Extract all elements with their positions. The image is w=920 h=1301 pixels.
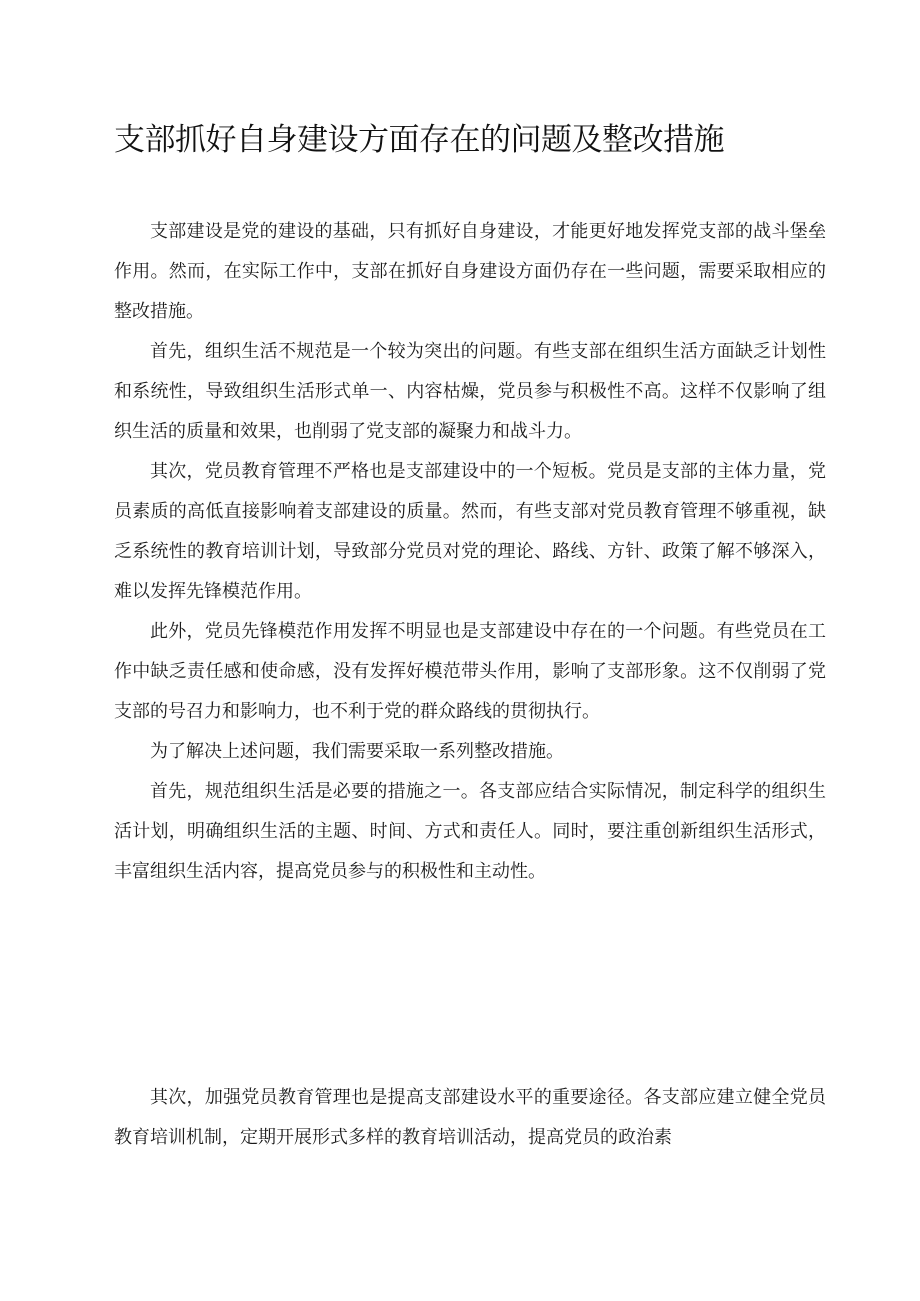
paragraph-problem-education-management: 其次，党员教育管理不严格也是支部建设中的一个短板。党员是支部的主体力量，党员素质的高低直接影响着支部建设的质量。然而，有些支部对党员教育管理不够重视，缺乏系统性的教育培训计划，导致部分党员对党的理论、路线、方针、政策了解不够深入，难以发挥先锋模范作用。	[114, 461, 826, 602]
paragraph-problem-vanguard-role: 此外，党员先锋模范作用发挥不明显也是支部建设中存在的一个问题。有些党员在工作中缺乏责任感和使命感，没有发挥好模范带头作用，影响了支部形象。这不仅削弱了党支部的号召力和影响力，也不利于党的群众路线的贯彻执行。	[114, 621, 826, 722]
paragraph-problem-organization-life: 首先，组织生活不规范是一个较为突出的问题。有些支部在组织生活方面缺乏计划性和系统性，导致组织生活形式单一、内容枯燥，党员参与积极性不高。这样不仅影响了组织生活的质量和效果，也削弱了党支部的凝聚力和战斗力。	[114, 341, 826, 442]
paragraph-measure-education-management: 其次，加强党员教育管理也是提高支部建设水平的重要途径。各支部应建立健全党员教育培训机制，定期开展形式多样的教育培训活动，提高党员的政治素	[114, 1087, 826, 1148]
paragraph-intro: 支部建设是党的建设的基础，只有抓好自身建设，才能更好地发挥党支部的战斗堡垒作用。然而，在实际工作中，支部在抓好自身建设方面仍存在一些问题，需要采取相应的整改措施。	[114, 221, 826, 322]
document-body	[114, 212, 826, 892]
document-title: 支部抓好自身建设方面存在的问题及整改措施	[114, 122, 724, 158]
paragraph-measures-intro: 为了解决上述问题，我们需要采取一系列整改措施。	[150, 741, 564, 762]
document-body-continued	[114, 1078, 826, 1158]
paragraph-measure-organization-life: 首先，规范组织生活是必要的措施之一。各支部应结合实际情况，制定科学的组织生活计划，明确组织生活的主题、时间、方式和责任人。同时，要注重创新组织生活形式，丰富组织生活内容，提高党员参与的积极性和主动性。	[114, 781, 826, 882]
